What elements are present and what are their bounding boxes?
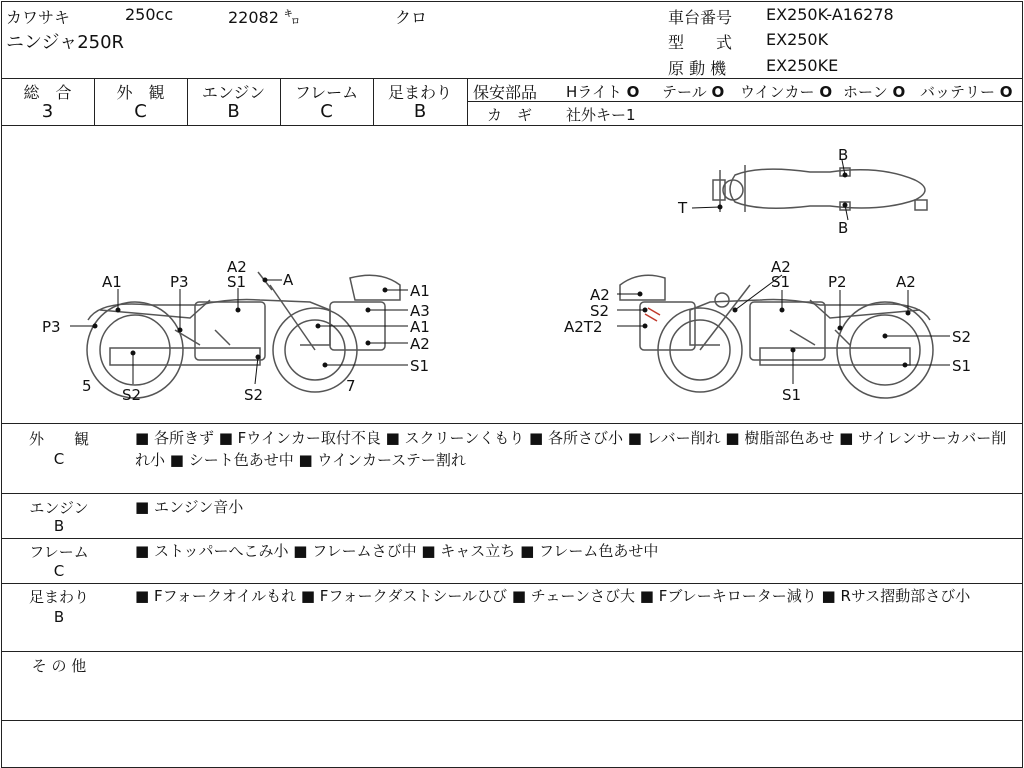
section-label: 外 観 xyxy=(28,430,89,448)
divider xyxy=(1,423,1022,424)
safety-label: 保安部品 xyxy=(473,83,538,102)
model-name: ニンジャ250R xyxy=(6,32,125,53)
section-label: フレーム xyxy=(29,543,89,561)
diagram-label: S1 xyxy=(410,357,430,375)
section-label: エンジン xyxy=(29,499,89,517)
diagram-label: S2 xyxy=(244,386,264,404)
divider xyxy=(1,493,1022,494)
grade-engine-value: B xyxy=(227,101,240,122)
diagram-label: S1 xyxy=(782,386,802,404)
key-value: 社外キー1 xyxy=(566,106,636,124)
diagram-label: 7 xyxy=(346,377,356,395)
safety-item-label: ウインカー xyxy=(740,83,815,101)
grade-engine-label: エンジン xyxy=(201,83,266,102)
diagram-label: A1 xyxy=(410,282,430,300)
diagram-label: S2 xyxy=(590,302,610,320)
safety-item xyxy=(566,81,639,102)
diagram-label: S1 xyxy=(952,357,972,375)
diagram-label: A2 xyxy=(590,286,610,304)
diagram-label: P3 xyxy=(170,273,189,291)
diagram-label: A2T2 xyxy=(564,318,603,336)
diagram-label: A xyxy=(283,271,294,289)
body-color: クロ xyxy=(395,8,428,27)
diagram-label: P3 xyxy=(42,318,61,336)
section-label: 足まわり xyxy=(28,588,89,606)
diagram-label: B xyxy=(838,219,849,237)
diagram-label: A1 xyxy=(410,318,430,336)
safety-item xyxy=(920,81,1013,102)
grade-suspension-value: B xyxy=(413,101,427,122)
grade-total-label: 総 合 xyxy=(23,83,72,102)
diagram-label: S2 xyxy=(122,386,142,404)
section-grade: C xyxy=(53,450,65,468)
displacement: 250cc xyxy=(125,5,174,24)
diagram-label: A1 xyxy=(102,273,122,291)
safety-mark: O xyxy=(819,83,833,101)
motorcycle-diagram xyxy=(0,126,1022,422)
section-text: ■ 各所きず ■ Fウインカー取付不良 ■ スクリーンくもり ■ 各所さび小 ■ レバー削れ ■ 樹脂部色あせ ■ サイレンサーカバー削れ小 ■ シート色あせ中 ■ ウインカーステー割れ xyxy=(135,429,1007,469)
section-grade: B xyxy=(53,608,65,626)
grade-suspension-label: 足まわり xyxy=(387,83,452,102)
safety-item xyxy=(843,81,905,102)
section-grade: C xyxy=(53,562,65,580)
diagram-label: A3 xyxy=(410,302,430,320)
diagram-label: T xyxy=(678,199,688,217)
divider xyxy=(1,538,1022,539)
diagram-label: S1 xyxy=(771,273,791,291)
diagram-label: P2 xyxy=(828,273,847,291)
grade-frame-label: フレーム xyxy=(294,83,359,102)
section-text: ■ Fフォークオイルもれ ■ Fフォークダストシールひび ■ チェーンさび大 ■ Fブレーキローター減り ■ Rサス摺動部さび小 xyxy=(135,587,971,605)
top-view-bike-icon xyxy=(713,165,927,212)
diagram-label: A2 xyxy=(771,258,791,276)
safety-item-label: テール xyxy=(662,83,707,101)
safety-mark: O xyxy=(999,83,1013,101)
engine-model-value: EX250KE xyxy=(766,56,839,75)
divider xyxy=(1,583,1022,584)
mileage: 22082 ㌔ xyxy=(228,8,300,27)
diagram-label: B xyxy=(838,146,849,164)
safety-item-label: ホーン xyxy=(843,83,888,101)
safety-item xyxy=(740,81,832,102)
safety-item-label: バッテリー xyxy=(920,83,996,101)
safety-mark: O xyxy=(711,83,725,101)
divider xyxy=(1,78,1022,79)
grade-exterior-value: C xyxy=(134,101,147,122)
safety-item xyxy=(662,81,724,102)
key-label: カ ギ xyxy=(487,106,533,124)
divider xyxy=(1,720,1022,721)
safety-mark: O xyxy=(626,83,640,101)
diagram-label: S1 xyxy=(227,273,247,291)
grade-total-value: 3 xyxy=(41,101,54,122)
divider xyxy=(467,78,468,125)
grade-exterior-label: 外 観 xyxy=(116,83,165,102)
divider xyxy=(1,651,1022,652)
type-value: EX250K xyxy=(766,30,829,49)
section-label: そ の 他 xyxy=(31,657,87,675)
safety-item-label: Hライト xyxy=(566,83,622,101)
diagram-label: A2 xyxy=(410,335,430,353)
diagram-label: 5 xyxy=(82,377,92,395)
engine-model-label: 原 動 機 xyxy=(668,59,727,78)
diagram-label: S2 xyxy=(952,328,972,346)
maker-name: カワサキ xyxy=(6,8,71,27)
type-label: 型 式 xyxy=(668,33,733,52)
chassis-label: 車台番号 xyxy=(668,8,733,27)
safety-mark: O xyxy=(892,83,906,101)
chassis-value: EX250K-A16278 xyxy=(766,5,894,24)
diagram-label: A2 xyxy=(896,273,916,291)
grade-frame-value: C xyxy=(320,101,333,122)
diagram-label: A2 xyxy=(227,258,247,276)
section-text: ■ エンジン音小 xyxy=(135,498,244,516)
section-grade: B xyxy=(53,517,65,535)
section-text: ■ ストッパーへこみ小 ■ フレームさび中 ■ キャス立ち ■ フレーム色あせ中 xyxy=(135,542,659,560)
